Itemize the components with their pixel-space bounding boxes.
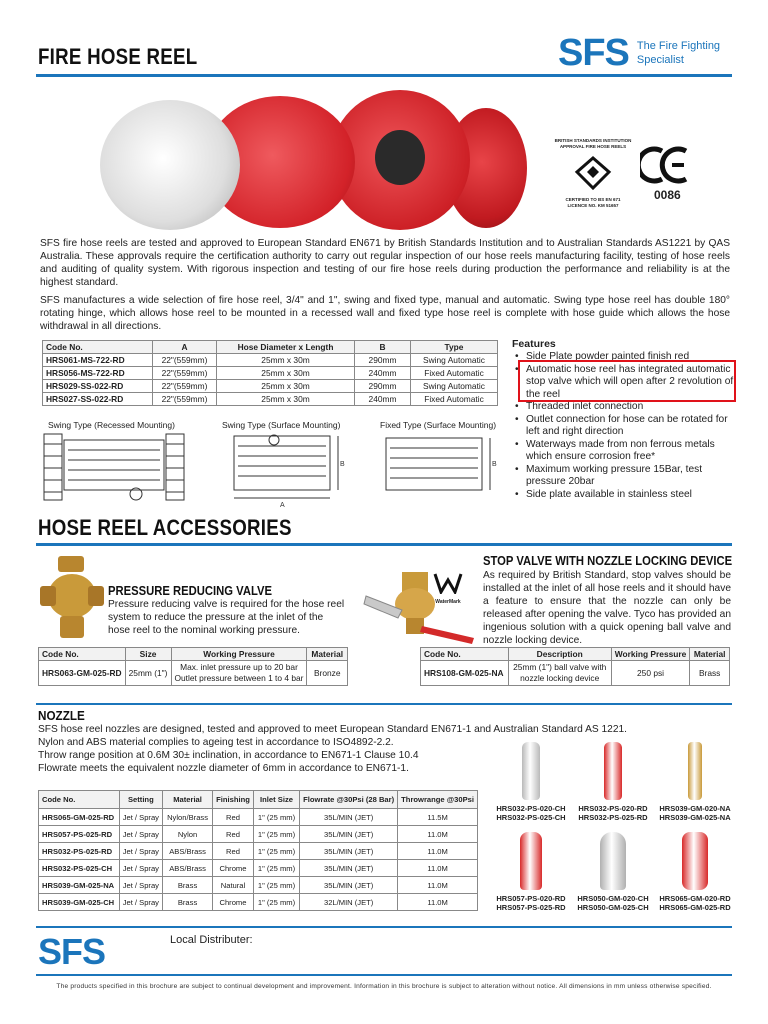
- list-item: • Threaded inlet connection: [512, 401, 734, 414]
- nozzle-product: HRS032-PS-020-CH HRS032-PS-025-CH: [490, 740, 572, 822]
- nozzle-product: HRS039-GM-020-NA HRS039-GM-025-NA: [654, 740, 736, 822]
- table-header-row: [43, 341, 498, 354]
- table-row: HRS061-MS-722-RD 22"(559mm) 25mm x 30m 290mm Swing Automatic: [43, 354, 498, 367]
- footer-logo: SFS: [38, 931, 106, 972]
- reel-spec-table: [42, 340, 498, 406]
- col-type: Type: [411, 341, 498, 354]
- diagram-label-b: B: [340, 461, 345, 468]
- stop-valve-table: [420, 647, 730, 686]
- page-title: FIRE HOSE REEL: [38, 44, 198, 69]
- bsi-line1: BRITISH STANDARDS INSTITUTION: [554, 138, 632, 143]
- table-header-row: Code No. Setting Material Finishing Inlet Size Flowrate @30Psi (28 Bar) Throwrange @30Psi: [39, 791, 478, 809]
- nozzle-icon: [522, 742, 540, 800]
- prv-description: Pressure reducing valve is required for the hose reel system to reduce the pressure at the inlet of the hose reel to the nominal working pressure.: [108, 599, 345, 636]
- kitemark-icon: [573, 154, 613, 192]
- ce-icon: [640, 145, 690, 185]
- intro-paragraph-2: SFS manufactures a wide selection of fire hose reel, 3/4" and 1", swing and fixed type, manual and automatic. Swing type hose reel has double 180° rotating hinge, which allows hose reel to be mounted in a recessed wall and fixed type hose reel is complete with hose guide which allows the hose withdrawal in all directions.: [40, 295, 730, 332]
- table-row: HRS063-GM-025-RD 25mm (1") Max. inlet pressure up to 20 bar Outlet pressure between 1 to 4 bar Bronze: [39, 661, 348, 686]
- watermark-badge: [428, 572, 468, 605]
- header-logo: [558, 34, 720, 72]
- table-row: HRS027-SS-022-RD 22"(559mm) 25mm x 30m 240mm Fixed Automatic: [43, 393, 498, 406]
- list-item: • Outlet connection for hose can be rotated for left and right direction: [512, 414, 734, 439]
- cert-line1: CERTIFIED TO BS EN 671: [565, 197, 621, 202]
- bsi-cert: [548, 138, 638, 209]
- table-row: HRS039-GM-025-NA Jet / Spray Brass Natural 1" (25 mm) 35L/MIN (JET) 11.0M: [39, 877, 478, 894]
- ce-mark: [640, 145, 690, 202]
- caption-surface-fixed: Fixed Type (Surface Mounting): [380, 420, 497, 430]
- ce-number: 0086: [654, 188, 681, 202]
- nozzle-rule: [36, 703, 732, 705]
- disclaimer: The products specified in this brochure are subject to continual development and improvement. Information in this brochure is subject to alteration without notice. All dimensions in mm unless otherwise specified.: [56, 983, 712, 990]
- distributor-label: Local Distributer:: [170, 934, 253, 946]
- watermark-label: WaterMark: [435, 599, 461, 605]
- reel-1-icon: [100, 100, 240, 230]
- sfs-logo: SFS: [558, 32, 629, 74]
- diagram-fixed-surface-mounting: [380, 432, 500, 504]
- accessories-title: HOSE REEL ACCESSORIES: [38, 515, 292, 540]
- table-row: HRS056-MS-722-RD 22"(559mm) 25mm x 30m 240mm Fixed Automatic: [43, 367, 498, 380]
- table-row: HRS108-GM-025-NA 25mm (1") ball valve with nozzle locking device 250 psi Brass: [421, 661, 730, 686]
- watermark-icon: [433, 572, 463, 594]
- col-b: B: [355, 341, 411, 354]
- prv-title: PRESSURE REDUCING VALVE: [108, 584, 272, 598]
- highlight-box: [518, 360, 736, 402]
- diagram-recessed-mounting: [40, 432, 190, 504]
- col-code: Code No.: [43, 341, 153, 354]
- stop-valve-title: STOP VALVE WITH NOZZLE LOCKING DEVICE: [483, 554, 733, 568]
- cert-line2: LICENCE NO. KM 51657: [567, 203, 619, 208]
- table-row: HRS039-GM-025-CH Jet / Spray Brass Chrome 1" (25 mm) 32L/MIN (JET) 11.0M: [39, 894, 478, 911]
- caption-surface-swing: Swing Type (Surface Mounting): [222, 420, 341, 430]
- list-item: • Waterways made from non ferrous metals which ensure corrosion free*: [512, 439, 734, 464]
- intro-paragraph-1: SFS fire hose reels are tested and approved to European Standard EN671 by British Standards Institution and to Australian Standards AS1221 by QAS Australia. These approvals require the certification authority to carry out regular inspection of our hose reels manufacturing facility, testing of hose reels and auditing of quality system. With rigorous inspection and testing of our fire hose reels during production the performance and reliability is at the highest standard.: [40, 238, 730, 288]
- caption-recessed: Swing Type (Recessed Mounting): [48, 420, 175, 430]
- nozzle-product: HRS050-GM-020-CH HRS050-GM-025-CH: [572, 830, 654, 912]
- tagline-line2: Specialist: [636, 54, 684, 66]
- nozzle-icon: [604, 742, 622, 800]
- table-row: HRS032-PS-025-RD Jet / Spray ABS/Brass Red 1" (25 mm) 35L/MIN (JET) 11.0M: [39, 843, 478, 860]
- header-rule: [36, 74, 732, 77]
- table-row: HRS057-PS-025-RD Jet / Spray Nylon Red 1" (25 mm) 35L/MIN (JET) 11.0M: [39, 826, 478, 843]
- footer-rule-2: [36, 974, 732, 976]
- table-header-row: Code No. Description Working Pressure Material: [421, 648, 730, 661]
- nozzle-gallery: [490, 740, 736, 916]
- nozzle-icon: [682, 832, 708, 890]
- diagram-label-b-fixed: B: [492, 461, 497, 468]
- nozzle-product: HRS065-GM-020-RD HRS065-GM-025-RD: [654, 830, 736, 912]
- accessories-rule: [36, 543, 732, 546]
- diagram-swing-surface-mounting: [228, 432, 348, 508]
- features-title: Features: [512, 338, 556, 350]
- list-item: • Side plate available in stainless steel: [512, 489, 734, 502]
- diagram-label-a: A: [280, 502, 285, 508]
- tagline-line1: The Fire Fighting: [636, 40, 721, 52]
- stop-valve-description: As required by British Standard, stop valves should be installed at the inlet of all hose reels and it should have a feature to ensure that the nozzle can only be released after opening the valve. Tyco has provided an ingenious solution with a quick opening ball valve and nozzle locking device.: [483, 570, 731, 646]
- list-item: • Maximum working pressure 15Bar, test pressure 20bar: [512, 464, 734, 489]
- nozzle-icon: [600, 832, 626, 890]
- pressure-valve-icon: [38, 556, 106, 640]
- footer-rule: [36, 926, 732, 928]
- col-a: A: [153, 341, 217, 354]
- nozzle-icon: [520, 832, 542, 890]
- table-row: HRS065-GM-025-RD Jet / Spray Nylon/Brass Red 1" (25 mm) 35L/MIN (JET) 11.5M: [39, 809, 478, 826]
- nozzle-title: NOZZLE: [38, 708, 85, 723]
- list-item: • Automatic hose reel has integrated automatic stop valve which will open after 2 revolution of the reel: [512, 364, 734, 402]
- bsi-line2: APPROVAL FIRE HOSE REELS: [559, 144, 627, 149]
- col-hose: Hose Diameter x Length: [217, 341, 355, 354]
- table-row: HRS032-PS-025-CH Jet / Spray ABS/Brass Chrome 1" (25 mm) 35L/MIN (JET) 11.0M: [39, 860, 478, 877]
- list-item: • Side Plate powder painted finish red: [512, 351, 734, 364]
- nozzle-icon: [688, 742, 702, 800]
- table-header-row: Code No. Size Working Pressure Material: [39, 648, 348, 661]
- table-row: HRS029-SS-022-RD 22"(559mm) 25mm x 30m 290mm Swing Automatic: [43, 380, 498, 393]
- nozzle-product: HRS032-PS-020-RD HRS032-PS-025-RD: [572, 740, 654, 822]
- hose-reel-photo: [100, 88, 532, 236]
- nozzle-product: HRS057-PS-020-RD HRS057-PS-025-RD: [490, 830, 572, 912]
- nozzle-description: SFS hose reel nozzles are designed, tested and approved to meet European Standard EN671-1 and Australian Standard AS 1221. Nylon and ABS material complies to ageing test in accordance to ISO4892-2.2. Throw range position at 0.6M 30± inclination, in accordance to EN671-1 Clause 10.4 Flowrate meets the equivalent nozzle diameter of 6mm in accordance to EN671-1.: [38, 724, 628, 774]
- prv-table: [38, 647, 348, 686]
- nozzle-table: [38, 790, 478, 911]
